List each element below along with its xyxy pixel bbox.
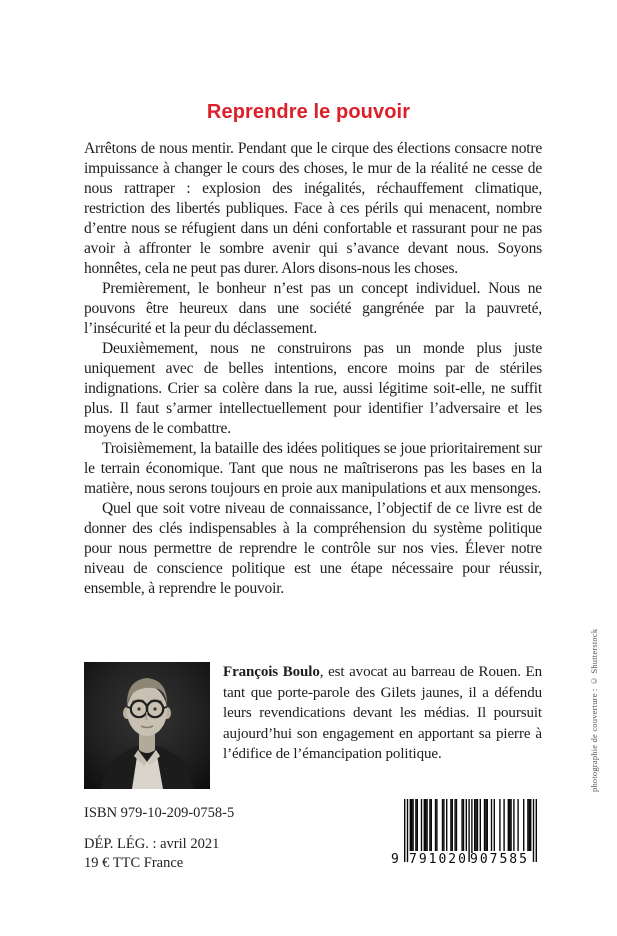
synopsis-paragraph: Deuxièmement, nous ne construirons pas un monde plus juste uniquement avec de belles intentions, encore moins par de stériles indignations. Crier sa colère dans la rue, aussi légitime soit-elle, ne suffit plus. Il faut s’armer intellectuellement pour identifier l’adversaire et les moyens de le combattre. [84,340,542,437]
synopsis-paragraph: Troisièmement, la bataille des idées politiques se joue prioritairement sur le terrain économique. Tant que nous ne maîtriserons pas les bases en la matière, nous serons toujours en proie aux manipulations et aux mensonges. [84,440,542,497]
ean13-barcode [391,799,541,867]
price-text: 19 € TTC France [84,855,184,871]
legal-deposit-text: DÉP. LÉG. : avril 2021 [84,836,220,852]
barcode-left-digits: 791020 [409,852,468,867]
cover-photo-credit: photographie de couverture : © Shutterstock [589,628,599,792]
book-title: Reprendre le pouvoir [206,101,411,124]
author-photo [84,662,210,789]
isbn-text: ISBN 979-10-209-0758-5 [84,805,235,821]
author-name: François Boulo [223,664,320,680]
synopsis [84,139,542,599]
synopsis-paragraph: Arrêtons de nous mentir. Pendant que le cirque des élections consacre notre impuissance à changer le cours des choses, le mur de la réalité ne cesse de nous rattraper : explosion des inégalités, réchauffement climatique, restriction des libertés publiques. Face à ces périls qui menacent, nombre d’entre nous se réfugient dans un déni confortable et rassurant pour ne pas avoir à affronter le sombre avenir qui s’avance devant nous. Soyons honnêtes, cela ne peut pas durer. Alors disons-nous les choses. [84,140,542,277]
barcode-first-digit: 9 [391,853,403,867]
author-bio-rest: , est avocat au barreau de Rouen. En tant que porte-parole des Gilets jaunes, il a défendu leurs revendications devant les médias. Il poursuit aujourd’hui son engagement en apportant sa pierre à l’édifice de l’émancipation politique. [223,664,542,762]
publishing-info [84,804,234,873]
author-portrait-image [84,662,210,789]
author-bio-text [223,662,542,765]
synopsis-paragraph: Quel que soit votre niveau de connaissance, l’objectif de ce livre est de donner des clés indispensables à la compréhension du système politique pour nous permettre de reprendre le contrôle sur nos vies. Élever notre niveau de conscience politique est une étape nécessaire pour réussir, ensemble, à reprendre le pouvoir. [84,500,542,597]
synopsis-paragraph: Premièrement, le bonheur n’est pas un concept individuel. Nous ne pouvons être heureux dans une société gangrénée par la pauvreté, l’insécurité et la peur du déclassement. [84,280,542,337]
barcode-right-digits: 907585 [470,852,529,867]
author-bio-section [84,662,542,789]
